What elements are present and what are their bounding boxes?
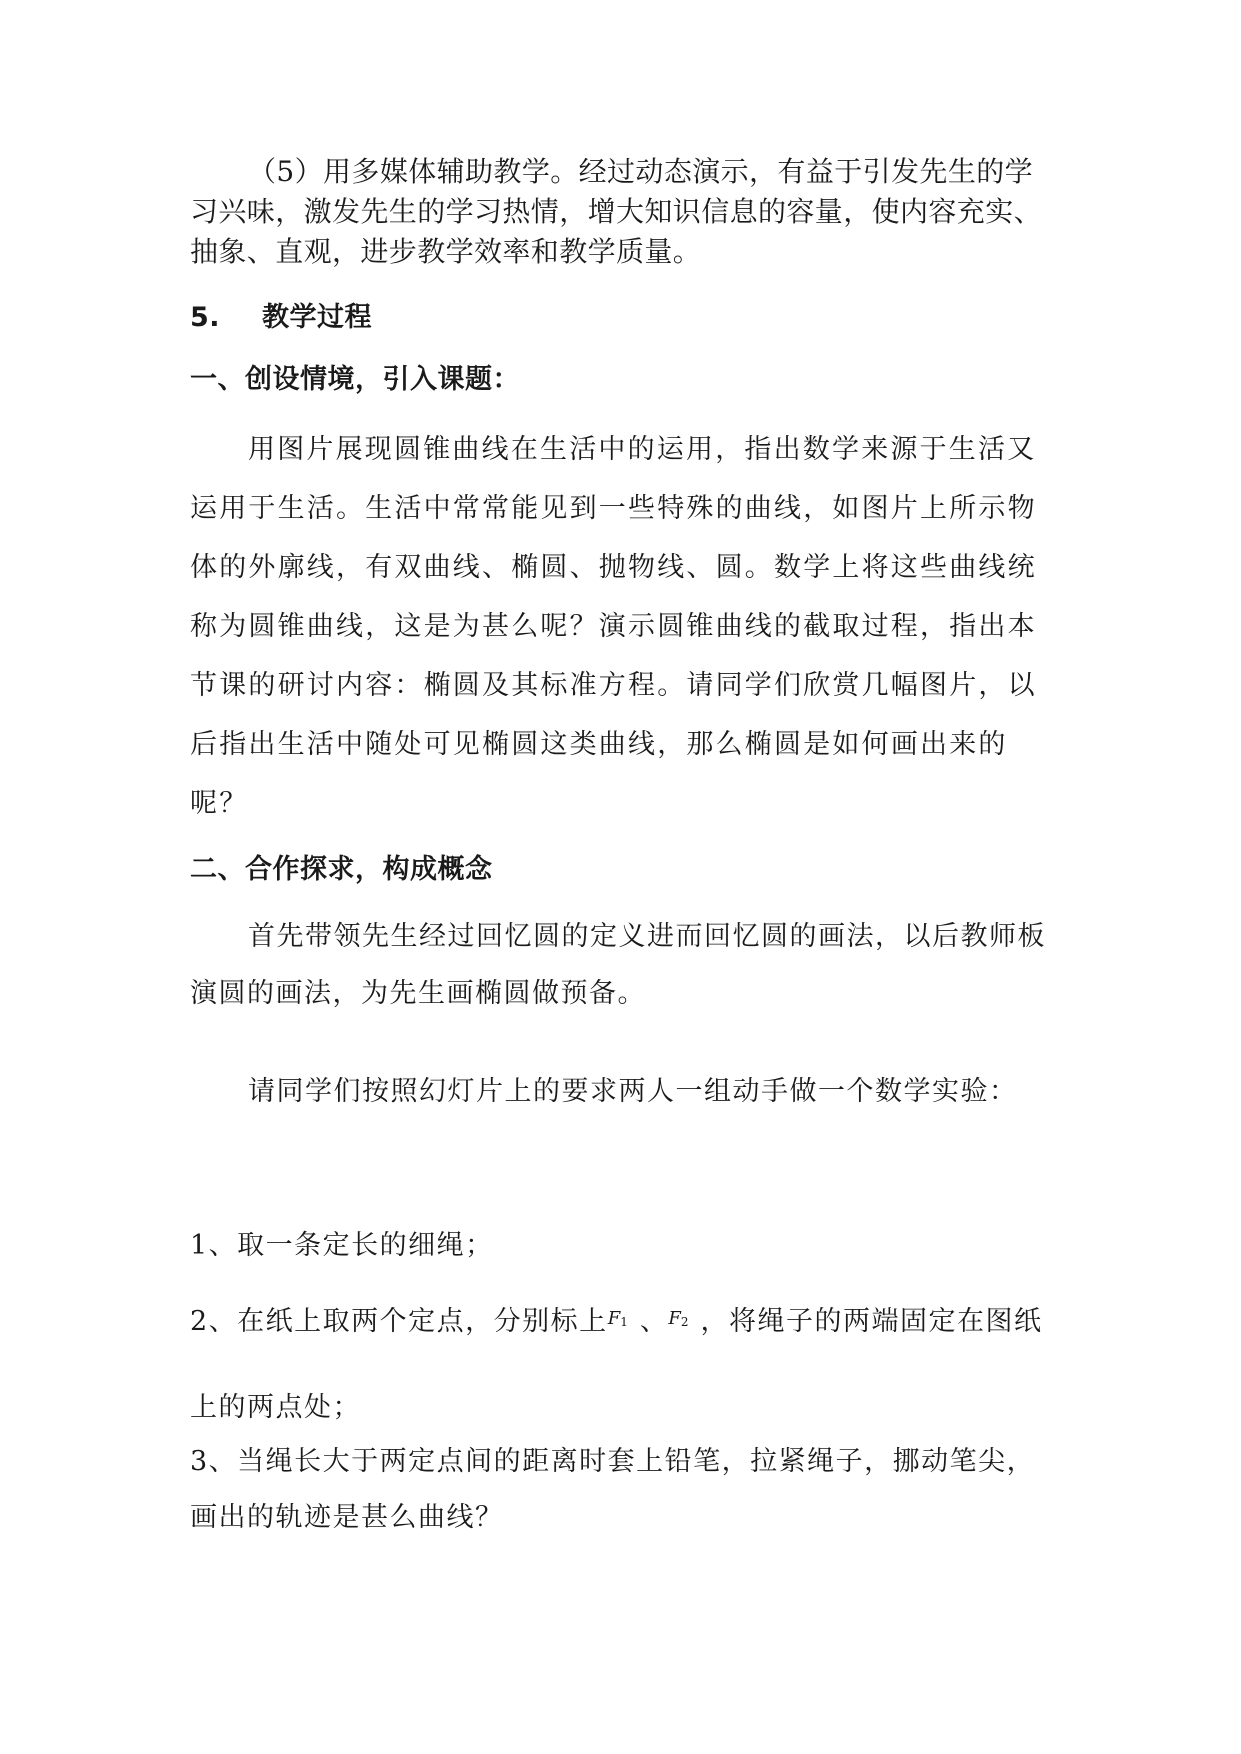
section-heading-teaching-process [190, 300, 1060, 336]
part1-paragraph: 用图片展现圆锥曲线在生活中的运用，指出数学来源于生活又运用于生活。生活中常常能见到一些特殊的曲线，如图片上所示物体的外廓线，有双曲线、椭圆、抛物线、圆。数学上将这些曲线统称为圆锥曲线，这是为甚么呢？演示圆锥曲线的截取过程，指出本节课的研讨内容：椭圆及其标准方程。请同学们欣赏几幅图片，以后指出生活中随处可见椭圆这类曲线，那么椭圆是如何画出来的呢？ [190, 434, 1037, 819]
section-title: 教学过程 [262, 302, 372, 333]
part1-heading: 一、创设情境，引入课题： [190, 364, 520, 395]
paragraph-multimedia: （5）用多媒体辅助教学。经过动态演示，有益于引发先生的学习兴味，激发先生的学习热情，增大知识信息的容量，使内容充实、抽象、直观，进步教学效率和教学质量。 [190, 155, 1043, 268]
step-1: 1、取一条定长的细绳； [190, 1230, 494, 1261]
symbol-f2: F2 [668, 1308, 689, 1329]
step-3: 3、当绳长大于两定点间的距离时套上铅笔，拉紧绳子，挪动笔尖，画出的轨迹是甚么曲线？ [190, 1446, 1036, 1533]
symbol-f1: F1 [607, 1308, 628, 1329]
part2-heading: 二、合作探求，构成概念 [190, 854, 493, 885]
step-2-text-after: ，将绳子的两端固定在图纸上的两点处； [190, 1306, 1043, 1423]
section-number: 5. [190, 302, 221, 333]
step-2 [190, 1282, 1060, 1448]
part2-paragraph-2: 请同学们按照幻灯片上的要求两人一组动手做一个数学实验： [248, 1076, 1018, 1107]
symbol-separator: 、 [639, 1306, 669, 1337]
step-2-text-before: 2、在纸上取两个定点，分别标上 [190, 1306, 608, 1337]
part2-paragraph-1: 首先带领先生经过回忆圆的定义进而回忆圆的画法，以后教师板演圆的画法，为先生画椭圆做预备。 [190, 921, 1046, 1009]
